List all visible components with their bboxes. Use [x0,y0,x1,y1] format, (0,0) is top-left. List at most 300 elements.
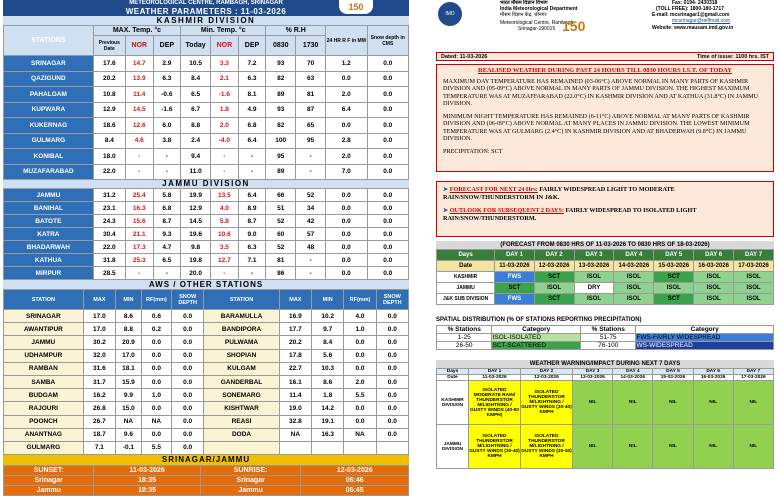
cell: 13.9 [125,71,153,87]
cell: ISOLATED MODERATE RAIN/ THUNDERSTOR M/LIGHTNING / GUSTY WINDS (40-50 KMPH) [469,381,521,425]
fc-day: DAY 1 [495,250,534,261]
ww-date: 11-03-2026 [469,375,521,381]
cell: 8.4 [312,336,344,349]
cell: 0.0 [344,349,376,362]
table-row [4,389,409,402]
cell: ISOLATED THUNDERSTOR M/LIGHTNING / GUSTY WINDS (30-40) KMPH [521,381,573,425]
cell: BANDIPORA [204,323,279,336]
cell: 0.0 [367,189,409,202]
cell: ISOL [734,272,774,283]
cell: REASI [204,415,279,428]
cell: 21.1 [125,228,153,241]
cell: 31.6 [83,362,115,375]
cell: SAMBA [4,375,84,388]
ww-day: DAY 3 [573,369,613,375]
cell: 82 [266,71,296,87]
jammu-table [3,188,409,280]
cell: 11.0 [181,164,211,180]
col-prev: Previous Date [93,36,125,56]
col-rh: % R.H [266,26,326,36]
cell: 2.0 [211,118,239,134]
cell: 6.8 [238,118,266,134]
cell: 1.8 [211,102,239,118]
col-rain: 24 HR R F in MM [326,26,367,56]
fc-day: DAY 5 [654,250,694,261]
cell: ISOL [694,272,734,283]
cell: 9.0 [238,228,266,241]
cell: - [153,149,181,165]
aws-title: AWS / OTHER STATIONS [3,280,409,289]
cell: 6.3 [238,71,266,87]
cell: ISOL [534,283,574,294]
ww-date: 13-03-2026 [573,375,613,381]
cell: QAZIGUND [4,71,94,87]
cell: DRY [574,283,614,294]
cell: 6.3 [153,71,181,87]
cell: UDHAMPUR [4,349,84,362]
cell: 11.4 [279,389,311,402]
cell: JAMMU DIVISION [437,425,469,469]
cell: 0.0 [367,241,409,254]
cell: 1.0 [141,389,171,402]
aws-header: MIN [116,290,142,310]
cell: 0.0 [344,336,376,349]
cell: 16.1 [279,375,311,388]
cell: 6.4 [326,102,367,118]
cell: ISOL [614,294,654,305]
cell: 16.3 [125,202,153,215]
table-row [437,283,774,294]
table-row [4,336,409,349]
cell: 0.0 [376,415,408,428]
cell: JAMMU [4,336,84,349]
cell: Jammu [200,486,301,496]
cell: 2.0 [326,149,367,165]
bullet-icon: ➤ [443,207,450,214]
fc-date: 13-03-2026 [574,261,614,272]
cell: 4.7 [153,241,181,254]
sunrise-date: 12-03-2026 [301,466,409,476]
cell: 0.0 [376,362,408,375]
cell: 17.3 [125,241,153,254]
cell: 32.0 [83,349,115,362]
cell [279,441,311,454]
cell: BUDGAM [4,389,84,402]
cell: 12.9 [181,202,211,215]
cell: - [153,267,181,280]
cell: 19.8 [181,254,211,267]
date-box [436,52,774,61]
fc-date: 12-03-2026 [534,261,574,272]
cell: 17.8 [279,349,311,362]
cell: POONCH [4,415,84,428]
sp-header: Category [636,326,774,334]
cell: 14.5 [125,102,153,118]
cell: 89 [266,87,296,103]
cell: 48 [296,241,326,254]
cell: 31.2 [93,189,125,202]
cell: SCT [654,272,694,283]
cell: NIL [573,425,613,469]
cell: ANANTNAG [4,428,84,441]
cell: 12.9 [93,102,125,118]
cell: 17.6 [93,56,125,72]
cell: 0.0 [172,362,204,375]
cell: 93 [266,102,296,118]
sunset-label: SUNSET: [4,466,94,476]
cell: - [211,267,239,280]
aws-header: RF(mm) [344,290,376,310]
cell: - [238,149,266,165]
cell: 18.1 [116,362,142,375]
cell: 95 [296,133,326,149]
warning-table [436,368,774,469]
table-row [4,133,409,149]
cell: J&K SUB DIVISION [437,294,495,305]
cell: 5.8 [211,215,239,228]
aws-table [3,289,409,455]
cell: - [125,164,153,180]
sp-title: SPATIAL DISTRIBUTION (% OF STATIONS REPORTING PRECIPITATION) [436,317,642,323]
table-row [4,87,409,103]
cell: - [211,149,239,165]
cell: 87 [296,102,326,118]
cell: 25.4 [125,189,153,202]
table-row [4,349,409,362]
cell: ISOL [734,294,774,305]
cell: 20.9 [116,336,142,349]
spatial-block [436,317,774,350]
cell: 0.0 [141,362,171,375]
forecast-bulletin-panel [430,0,780,470]
cell: ISOL [574,294,614,305]
table-row [4,56,409,72]
cell: ISOL [614,283,654,294]
cell: 2.9 [153,56,181,72]
cell: 15.6 [125,215,153,228]
cell: 8.8 [116,323,142,336]
cell: 0.0 [367,87,409,103]
cell: 0.0 [367,228,409,241]
dated: Dated: 11-03-2026 [441,54,488,60]
warning-block [436,360,774,469]
cell: BATOTE [4,215,94,228]
col-stations: STATIONS [4,26,94,56]
cell: 24.3 [93,215,125,228]
cell: 0.0 [141,336,171,349]
ww-day: DAY 1 [469,369,521,375]
cell: 1-25 [437,334,492,342]
cell: KASHMIR [437,272,495,283]
cell: 1.0 [344,323,376,336]
cell: SCT [495,283,534,294]
cell: 89 [266,164,296,180]
forecast-24h-label: FORECAST FOR NEXT 24 Hrs: [449,186,538,193]
cell: BARAMULLA [204,310,279,323]
cell: 0.0 [367,133,409,149]
cell: - [153,164,181,180]
cell: 26-50 [437,342,492,350]
cell: 7.1 [238,254,266,267]
cell: 9.7 [312,323,344,336]
cell: 0.0 [326,241,367,254]
table-row [4,228,409,241]
cell: 93 [266,56,296,72]
email: E-mail: mcsrinagar1@gmail.com [652,12,730,18]
cell: 17.0 [83,323,115,336]
cell: 63 [296,71,326,87]
cell: -1.6 [211,87,239,103]
cell: 9.3 [153,228,181,241]
cell: 9.9 [116,389,142,402]
cell: 9.4 [181,149,211,165]
para-max-temp: MAXIMUM DAY TEMPERATURE HAS REMAINED (03-06°C) ABOVE NORMAL IN MANY PARTS OF KASHMIR DIVISION AND (05-09°C) ABOVE NORMAL IN MANY PARTS OF JAMMU DIVISION. THE HIGHEST MAXIMUM TEMPERATURE WAS AT MUZAFFARABAD (22.0°C) IN KASHMIR DIVISION AND AT KATHUA (31.8°C) IN JAMMU DIVISION. [443,77,759,107]
cell: NIL [573,381,613,425]
cell: SCT [534,294,574,305]
cell: ISOLATED THUNDERSTOR M/LIGHTNING / GUSTY WINDS (30-40) KMPH [521,425,573,469]
cell: 0.0 [172,310,204,323]
cell: 0.0 [172,389,204,402]
cell: ISOL [694,294,734,305]
cell: 0.0 [376,402,408,415]
cell: NA [344,428,376,441]
cell: JAMMU [4,189,94,202]
cell: NIL [693,425,733,469]
cell: 76-100 [581,342,636,350]
aws-header: SNOW DEPTH [172,290,204,310]
cell: 06:45 [301,486,409,496]
cell: 0.0 [326,254,367,267]
cell: 0.2 [141,323,171,336]
weather-parameters-panel [3,0,409,495]
cell: 16.3 [312,428,344,441]
cell: 81 [296,87,326,103]
cell: 0.0 [172,323,204,336]
cell: BHADARWAH [4,241,94,254]
cell: 7.0 [326,164,367,180]
cell: 28.5 [93,267,125,280]
fc-day: DAY 3 [574,250,614,261]
params-header: WEATHER PARAMETERS : 11-03-2026 [3,7,409,16]
cell: - [296,149,326,165]
cell: 14.2 [312,402,344,415]
cell: 6.7 [181,102,211,118]
cell: 0.6 [141,310,171,323]
cell: NA [279,428,311,441]
imd-title: India Meteorological Department [500,6,578,12]
cell: 26.7 [83,415,115,428]
table-row [4,486,409,496]
cell: 0.0 [376,323,408,336]
cell: 2.1 [211,71,239,87]
cell: 0.0 [344,402,376,415]
outlook-label: OUTLOOK FOR SUBSEQUENT 2 DAYS: [449,207,564,214]
sunrise-label: SUNRISE: [200,466,301,476]
cell: 15.9 [116,375,142,388]
cell: JAMMU [437,283,495,294]
cell: 8.9 [238,202,266,215]
toll-free: (TOLL FREE): 1800-180-1717 [656,6,724,12]
cell: 0.0 [367,164,409,180]
col-snow: Snow depth in CMS [367,26,409,56]
fc-date: 14-03-2026 [614,261,654,272]
cell: 52 [296,189,326,202]
col-nor: NOR [125,36,153,56]
cell: DODA [204,428,279,441]
outlook: FAIRLY WIDESPREAD TO ISOLATED LIGHT RAIN/SNOW/THUNDERSTORM. [443,207,697,222]
org-header: METEOROLOGICAL CENTRE, RAMBAGH, SRINAGAR [3,0,409,7]
kashmir-division-title: KASHMIR DIVISION [3,16,409,25]
table-row [437,342,774,350]
imd-150-logo: 150 [339,0,373,14]
cell: 6.4 [238,189,266,202]
cell: PAHALGAM [4,87,94,103]
cell: 6.5 [153,254,181,267]
cell: 17.0 [116,349,142,362]
cell: KUPWARA [4,102,94,118]
table-row [4,362,409,375]
cell: 22.7 [279,362,311,375]
cell: 0.0 [326,215,367,228]
col-1730: 1730 [296,36,326,56]
cell: 30.4 [93,228,125,241]
cell: 17.7 [279,323,311,336]
cell: 52 [266,241,296,254]
cell: 13.5 [211,189,239,202]
cell: 57 [296,228,326,241]
hindi-sub: मौसम विज्ञान केंद्र, श्रीनगर [500,12,547,18]
cell: 19.6 [181,228,211,241]
col-0830: 0830 [266,36,296,56]
realised-weather-box [436,64,774,172]
table-row [4,241,409,254]
aws-header: MAX [279,290,311,310]
cell: 3.3 [211,56,239,72]
cell: 23.1 [93,202,125,215]
cell: 0.0 [376,389,408,402]
cell: 70 [296,56,326,72]
cell: 7.2 [238,56,266,72]
hindi-title: भारत मौसम विज्ञान विभाग [500,0,548,6]
cell: 0.0 [367,215,409,228]
cell: NIL [733,381,773,425]
cell: 22.0 [93,164,125,180]
cell: 32.8 [279,415,311,428]
cell: ISOL [694,283,734,294]
cell: WS-WIDESPREAD [636,342,774,350]
ww-day: Days [437,369,469,375]
col-nor2: NOR [211,36,239,56]
cell: 4.6 [125,133,153,149]
cell: 20.2 [93,71,125,87]
cell: 1.2 [326,56,367,72]
cell: 0.0 [376,349,408,362]
cell: - [296,267,326,280]
forecast-table [436,249,774,305]
table-row [437,381,774,425]
cell: 18:35 [94,486,200,496]
ww-day: DAY 5 [653,369,693,375]
cell: 8.4 [181,71,211,87]
table-row [4,415,409,428]
cell: 6.0 [153,118,181,134]
cell: 15.0 [116,402,142,415]
table-row [4,202,409,215]
col-dep: DEP [153,36,181,56]
cell: AWANTIPUR [4,323,84,336]
cell: NA [141,415,171,428]
ww-date: Date [437,375,469,381]
cell: 18.7 [83,428,115,441]
table-row [4,267,409,280]
cell: 0.0 [326,228,367,241]
cell: NIL [693,381,733,425]
table-row [437,425,774,469]
cell: KONIBAL [4,149,94,165]
cell: 9.8 [181,241,211,254]
cell: ISOL [574,272,614,283]
fc-date: Date [437,261,495,272]
cell: 95 [266,149,296,165]
email-2[interactable]: mcsrinagar@reiffmail.com [672,18,731,24]
cell: Srinagar [4,476,94,486]
table-row [4,428,409,441]
cell: SHOPIAN [204,349,279,362]
cell: 6.8 [153,202,181,215]
cell: KATHUA [4,254,94,267]
fc-day: DAY 2 [534,250,574,261]
cell: 20.2 [279,336,311,349]
cell: 0.0 [172,428,204,441]
sunset-date: 11-03-2026 [94,466,200,476]
cell: 0.0 [367,149,409,165]
aws-header: STATION [4,290,84,310]
cell: 2.8 [326,133,367,149]
cell: 7.1 [83,441,115,454]
cell: 5.5 [344,389,376,402]
cell: 0.0 [376,428,408,441]
fc-title: (FORECAST FROM 0830 HRS OF 11-03-2026 TO 0830 HRS OF 18-03-2026) [436,241,774,249]
cell: KISHTWAR [204,402,279,415]
table-row [4,189,409,202]
website[interactable]: Website: www.mausam.imd.gov.in [652,25,734,31]
cell: 16.9 [279,310,311,323]
cell: 0.0 [376,336,408,349]
ww-day: DAY 7 [733,369,773,375]
cell: Srinagar [200,476,301,486]
table-row [4,310,409,323]
cell [204,441,279,454]
cell: 19.1 [312,415,344,428]
cell: 8.6 [312,375,344,388]
cell: GULMARG [4,441,84,454]
cell: 0.0 [141,375,171,388]
aws-header: RF(mm) [141,290,171,310]
cell: NIL [653,381,693,425]
cell: 1.8 [312,389,344,402]
para-min-temp: MINIMUM NIGHT TEMPERATURE HAS REMAINED (6-11°C) ABOVE NORMAL AT MANY PARTS OF KASHMIR DIVISION AND (06-09°C) ABOVE NORMAL AT MANY PLACES IN JAMMU DIVISION. THE LOWEST MINIMUM TEMPERATURE WAS AT GULMARG (2.4°C) IN KASHMIR DIVISION AND AT BHADERWAH (9.8°C) IN JAMMU DIVISION. [443,112,750,142]
cell: 14.5 [181,215,211,228]
cell: 0.0 [367,267,409,280]
cell: 6.4 [238,133,266,149]
sp-header: % Stations [581,326,636,334]
cell: 9.6 [116,428,142,441]
aws-header: STATION [204,290,279,310]
jammu-division-title: JAMMU DIVISION [3,180,409,188]
cell: 34 [296,202,326,215]
cell: 0.0 [326,189,367,202]
ww-title: WEATHER WARNING/IMPACT DURING NEXT 7 DAYS [436,360,774,368]
